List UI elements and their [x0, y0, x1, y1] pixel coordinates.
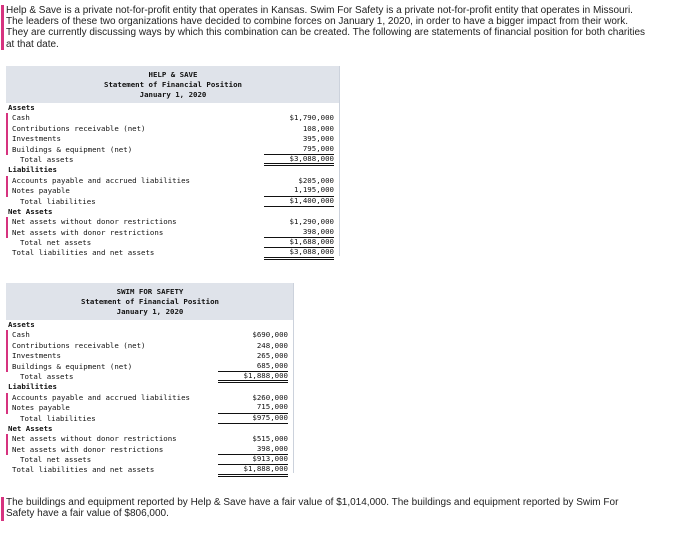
row-value: $3,088,000	[264, 155, 334, 166]
statement-row	[6, 382, 294, 392]
statement-row	[6, 465, 294, 475]
row-label: Net Assets	[8, 423, 53, 433]
row-value: $1,290,000	[289, 217, 334, 227]
column-divider	[293, 283, 294, 473]
row-label: Assets	[8, 103, 35, 112]
statement-row	[6, 372, 294, 382]
statement-row	[6, 434, 294, 444]
row-label: Investments	[12, 134, 61, 144]
row-value: 715,000	[218, 403, 288, 413]
row-label: Notes payable	[12, 403, 70, 413]
row-value: 685,000	[218, 362, 288, 372]
statement-row	[6, 134, 340, 144]
row-label: Total assets	[20, 371, 74, 381]
swim-safety-header	[6, 283, 294, 320]
row-value: $1,790,000	[289, 113, 334, 123]
statement-row	[6, 393, 294, 403]
row-label: Net assets with donor restrictions	[12, 444, 164, 454]
row-label: Total liabilities	[20, 196, 96, 206]
statement-row	[6, 176, 340, 186]
help-save-statement	[6, 66, 340, 259]
swim-safety-date: January 1, 2020	[116, 307, 184, 316]
row-marker	[6, 113, 8, 123]
outro-text: The buildings and equipment reported by Help & Save have a fair value of $1,014,000. The buildings and equipment reported by Swim For Safety have a fair value of $806,000.	[6, 497, 619, 520]
statement-row	[6, 403, 294, 413]
outro-paragraph	[6, 497, 646, 519]
row-label: Total liabilities and net assets	[12, 248, 155, 258]
row-marker	[6, 145, 8, 155]
row-label: Accounts payable and accrued liabilities	[12, 392, 190, 402]
help-save-date: January 1, 2020	[139, 90, 207, 99]
row-value: $1,888,000	[218, 465, 288, 476]
help-save-header	[6, 66, 340, 103]
row-label: Liabilities	[8, 165, 57, 175]
row-label: Accounts payable and accrued liabilities	[12, 175, 190, 185]
statement-row	[6, 124, 340, 134]
row-label: Net assets with donor restrictions	[12, 227, 164, 237]
statement-row	[6, 414, 294, 424]
row-label: Total assets	[20, 154, 74, 164]
row-label: Cash	[12, 330, 30, 340]
row-label: Assets	[8, 320, 35, 329]
row-marker	[6, 228, 8, 238]
row-marker	[6, 330, 8, 340]
row-value: $515,000	[252, 434, 288, 444]
swim-safety-rows	[6, 320, 294, 476]
swim-safety-statement	[6, 283, 294, 476]
row-value: 398,000	[218, 445, 288, 455]
statement-row	[6, 424, 294, 434]
row-value: $690,000	[252, 330, 288, 340]
row-value: 398,000	[264, 228, 334, 238]
row-marker	[6, 351, 8, 361]
row-label: Total liabilities and net assets	[12, 465, 155, 475]
row-value: $975,000	[218, 414, 288, 424]
row-value: $1,688,000	[264, 238, 334, 248]
statement-row	[6, 330, 294, 340]
row-value: $1,400,000	[264, 197, 334, 207]
row-label: Cash	[12, 113, 30, 123]
column-divider	[339, 66, 340, 256]
row-marker	[6, 176, 8, 186]
statement-row	[6, 165, 340, 175]
statement-row	[6, 445, 294, 455]
row-label: Net assets without donor restrictions	[12, 434, 177, 444]
swim-safety-subtitle: Statement of Financial Position	[81, 297, 219, 306]
help-save-title: HELP & SAVE	[148, 70, 198, 79]
help-save-rows	[6, 103, 340, 259]
intro-paragraph	[6, 5, 646, 50]
row-marker	[6, 124, 8, 134]
intro-text: Help & Save is a private not-for-profit entity that operates in Kansas. Swim For Safety is a private not-for-profit entity that operates in Missouri. The leaders of these two organizations have decided to combine forces on January 1, 2020, in order to have a bigger impact from their work. They are currently discussing ways by which this combination can be created. The following are statements of financial position for both charities at that date.	[6, 5, 646, 50]
row-label: Notes payable	[12, 186, 70, 196]
row-marker	[6, 217, 8, 227]
row-marker	[6, 393, 8, 403]
statement-row	[6, 113, 340, 123]
row-label: Liabilities	[8, 382, 57, 392]
row-value: $205,000	[298, 175, 334, 185]
statement-row	[6, 217, 340, 227]
row-label: Contributions receivable (net)	[12, 123, 146, 133]
row-marker	[6, 434, 8, 444]
row-value: $1,888,000	[218, 372, 288, 383]
row-value: 395,000	[302, 134, 334, 144]
row-value: 795,000	[264, 145, 334, 155]
row-label: Contributions receivable (net)	[12, 340, 146, 350]
row-marker	[6, 403, 8, 413]
statement-row	[6, 341, 294, 351]
statement-row	[6, 248, 340, 258]
paragraph-marker	[1, 497, 4, 521]
row-label: Buildings & equipment (net)	[12, 144, 133, 154]
row-value: 248,000	[256, 340, 288, 350]
row-label: Investments	[12, 351, 61, 361]
row-marker	[6, 341, 8, 351]
row-label: Total net assets	[20, 455, 92, 465]
row-label: Total net assets	[20, 238, 92, 248]
paragraph-marker	[1, 5, 4, 50]
row-label: Net Assets	[8, 206, 53, 216]
row-marker	[6, 134, 8, 144]
row-label: Net assets without donor restrictions	[12, 217, 177, 227]
row-value: $3,088,000	[264, 248, 334, 259]
row-value: $913,000	[218, 455, 288, 465]
row-value: 265,000	[256, 351, 288, 361]
statement-row	[6, 186, 340, 196]
row-label: Buildings & equipment (net)	[12, 361, 133, 371]
row-marker	[6, 445, 8, 455]
row-marker	[6, 186, 8, 196]
row-marker	[6, 362, 8, 372]
row-value: 108,000	[302, 123, 334, 133]
row-value: 1,195,000	[264, 186, 334, 196]
swim-safety-title: SWIM FOR SAFETY	[116, 287, 184, 296]
statement-row	[6, 320, 294, 330]
row-label: Total liabilities	[20, 413, 96, 423]
row-value: $260,000	[252, 392, 288, 402]
statement-row	[6, 207, 340, 217]
statement-row	[6, 103, 340, 113]
statement-row	[6, 197, 340, 207]
statement-row	[6, 351, 294, 361]
statement-row	[6, 155, 340, 165]
help-save-subtitle: Statement of Financial Position	[104, 80, 242, 89]
